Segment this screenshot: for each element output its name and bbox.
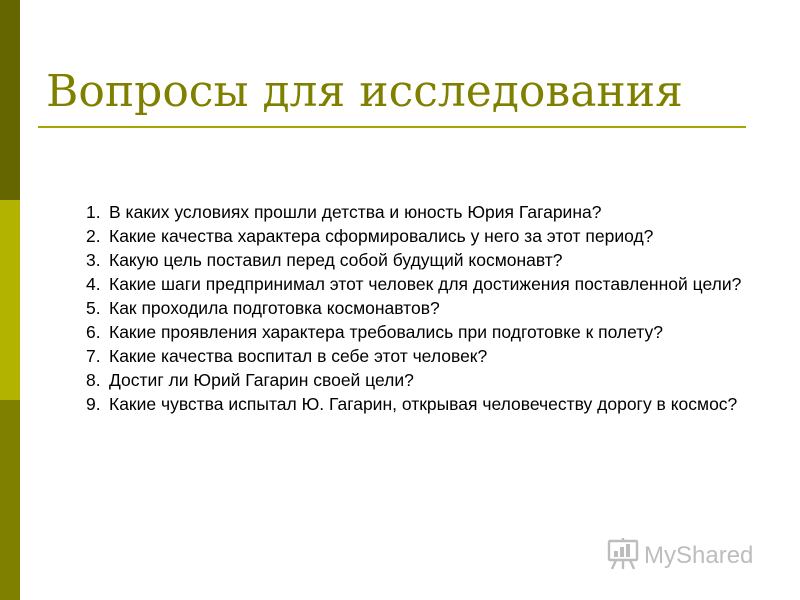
- side-accent-bar: [0, 0, 20, 600]
- question-text: Какую цель поставил перед собой будущий космонавт?: [109, 250, 563, 270]
- question-text: Какие проявления характера требовались при подготовке к полету?: [109, 322, 663, 342]
- question-text: Достиг ли Юрий Гагарин своей цели?: [109, 370, 414, 390]
- question-number: 5.: [86, 298, 101, 318]
- watermark-text: MyShared: [644, 542, 754, 569]
- question-number: 4.: [86, 274, 101, 294]
- side-bar-middle-segment: [0, 200, 20, 400]
- question-item: [86, 392, 766, 416]
- presentation-board-icon: [606, 536, 766, 572]
- question-item: [86, 200, 766, 224]
- slide-title: Вопросы для исследования: [46, 66, 683, 117]
- watermark-logo: [606, 536, 766, 572]
- question-item: [86, 272, 766, 296]
- question-text: Какие качества воспитал в себе этот человек?: [109, 346, 488, 366]
- question-number: 1.: [86, 202, 101, 222]
- side-bar-top-segment: [0, 0, 20, 200]
- question-number: 7.: [86, 346, 101, 366]
- question-item: [86, 320, 766, 344]
- question-item: [86, 344, 766, 368]
- question-text: Какие шаги предпринимал этот человек для достижения поставленной цели?: [109, 274, 742, 294]
- question-item: [86, 368, 766, 392]
- question-text: Какие качества характера сформировались у него за этот период?: [109, 226, 654, 246]
- title-underline: [38, 126, 746, 128]
- question-text: Как проходила подготовка космонавтов?: [109, 298, 440, 318]
- question-item: [86, 224, 766, 248]
- question-number: 3.: [86, 250, 101, 270]
- question-text: В каких условиях прошли детства и юность Юрия Гагарина?: [109, 202, 602, 222]
- question-number: 8.: [86, 370, 101, 390]
- question-number: 2.: [86, 226, 101, 246]
- question-number: 6.: [86, 322, 101, 342]
- question-item: [86, 248, 766, 272]
- side-bar-bottom-segment: [0, 400, 20, 600]
- questions-list: [86, 200, 766, 416]
- question-item: [86, 296, 766, 320]
- question-text: Какие чувства испытал Ю. Гагарин, открывая человечеству дорогу в космос?: [109, 394, 738, 414]
- question-number: 9.: [86, 394, 101, 414]
